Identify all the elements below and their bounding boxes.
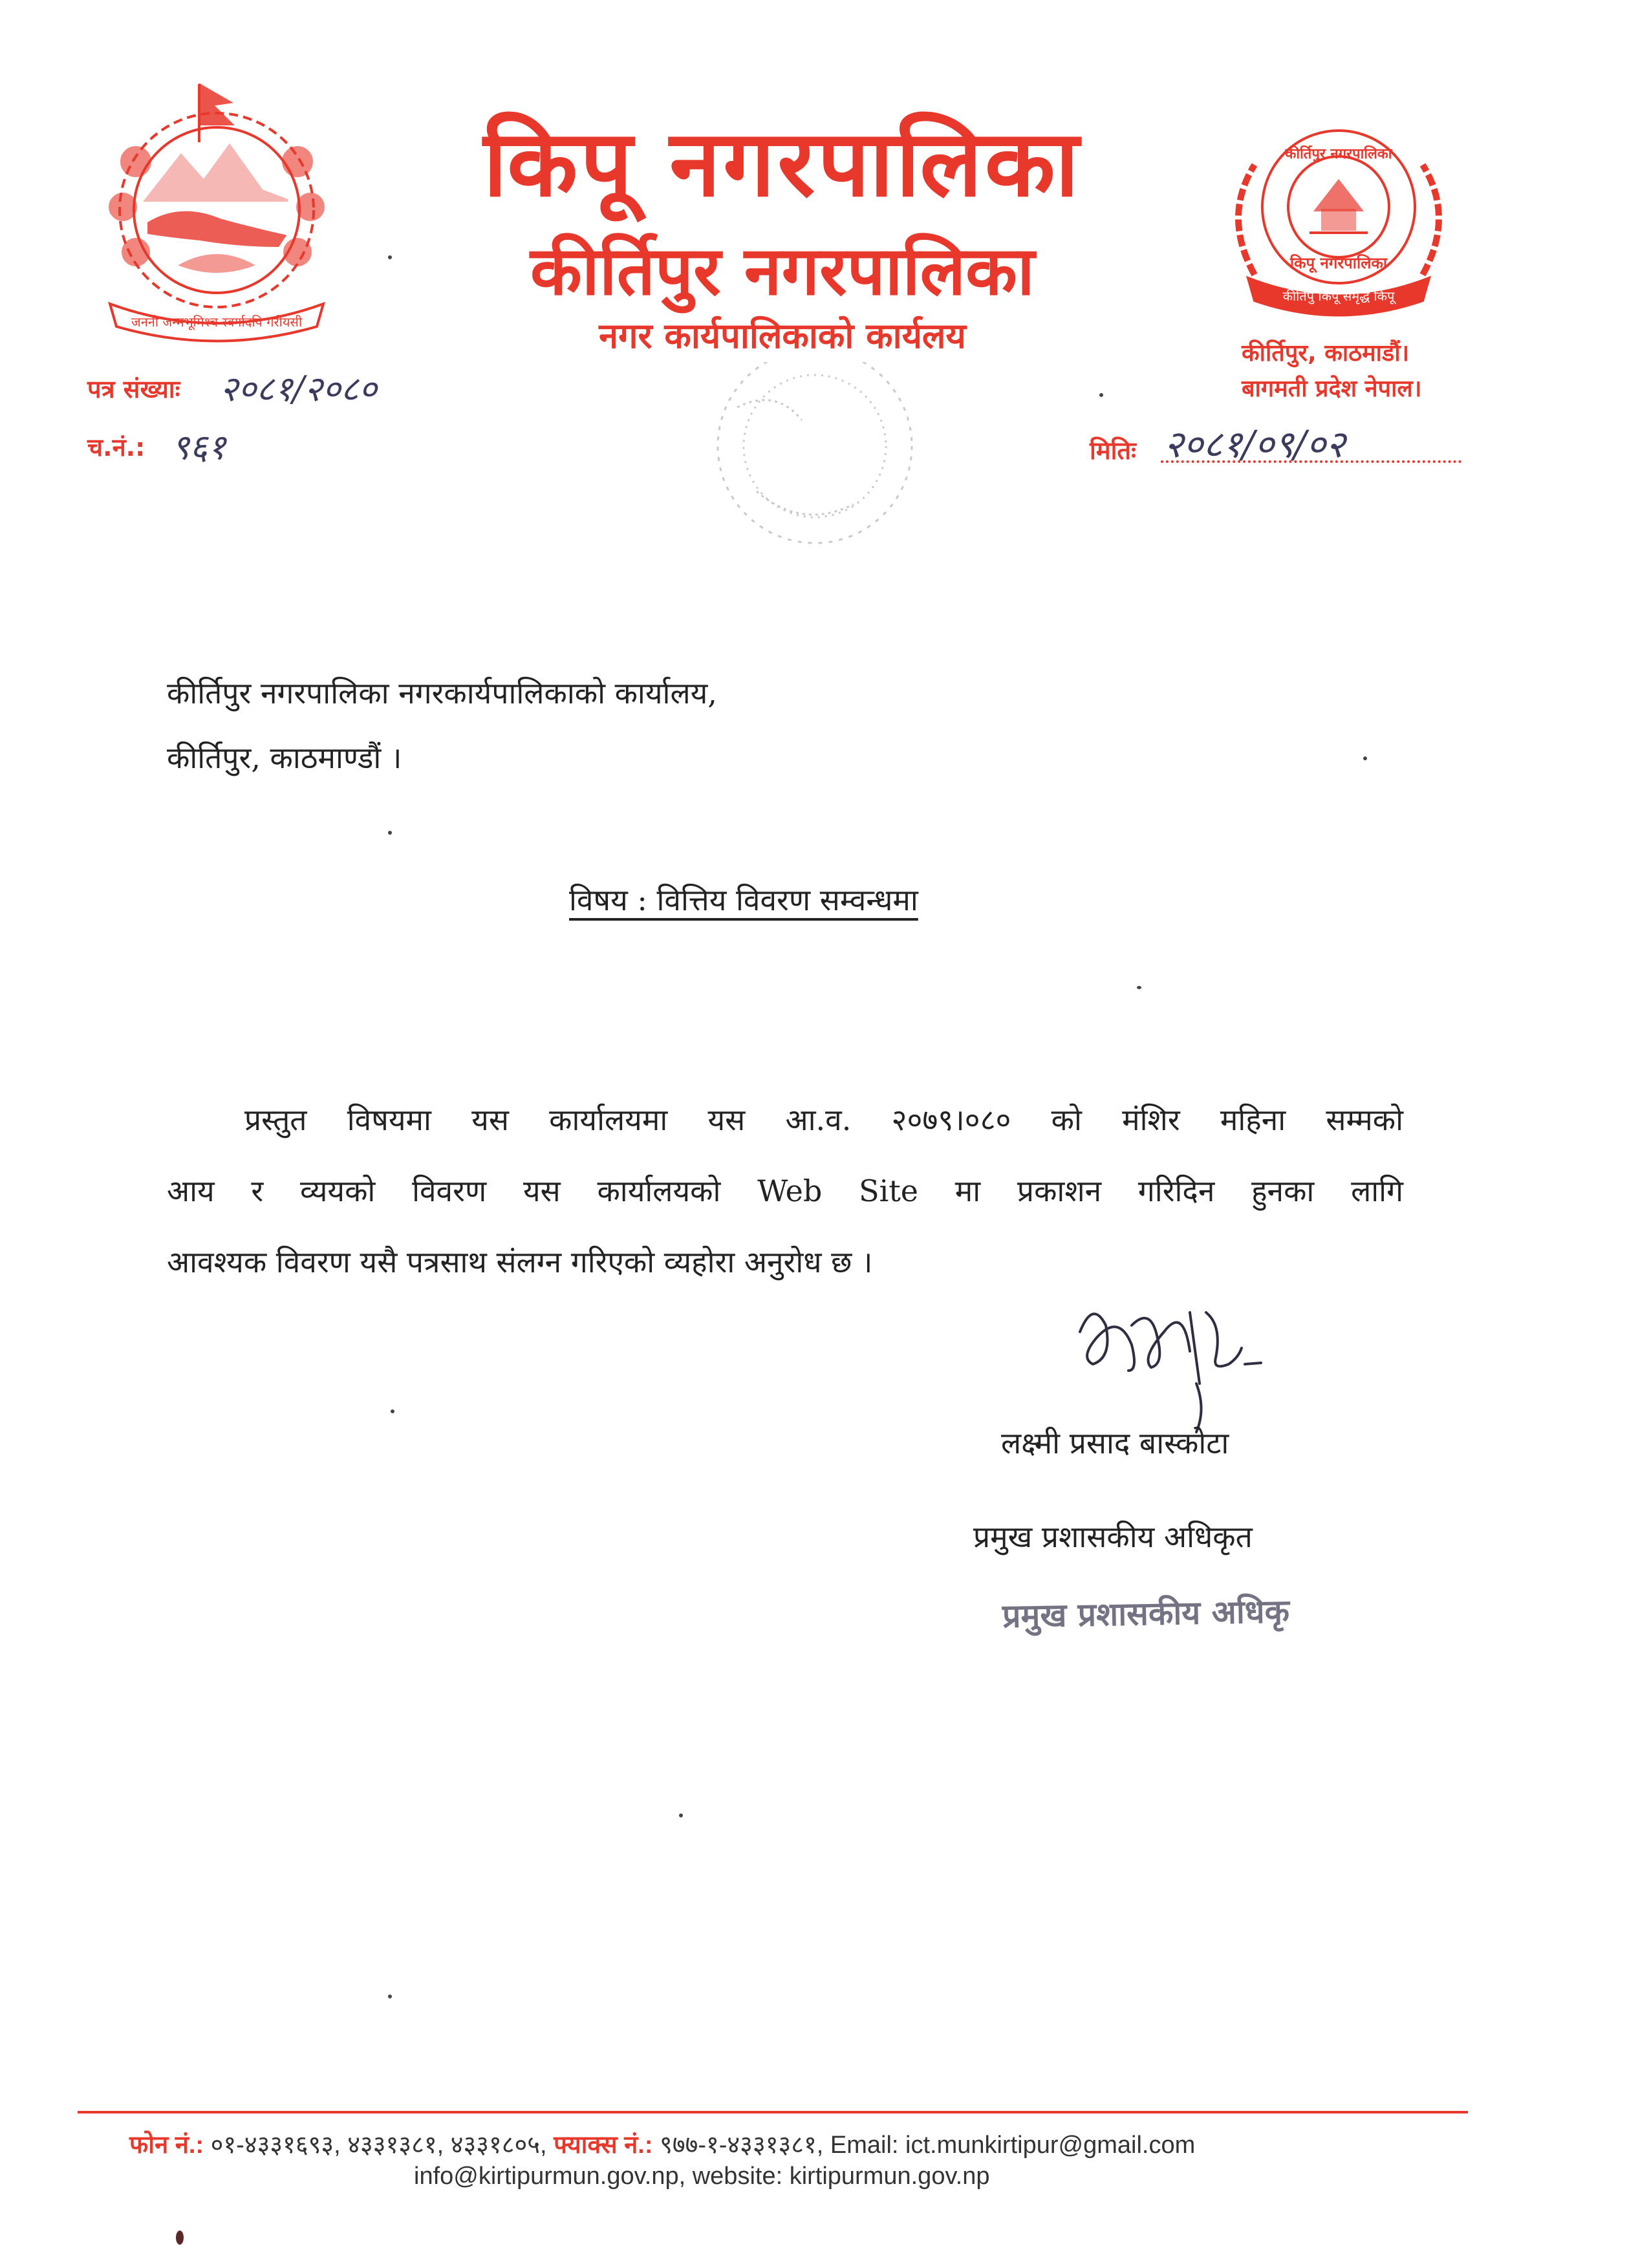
letterhead-title-main: कीर्तिपुर नगरपालिका xyxy=(530,231,1035,310)
scan-speck xyxy=(391,1409,394,1413)
emblem-right-subtitle: किपू नगरपालिका xyxy=(1289,254,1388,272)
emblem-right-title: कीर्तिपुर नगरपालिका xyxy=(1285,146,1392,162)
date-dotted-line xyxy=(1161,460,1461,463)
letterhead-office: नगर कार्यपालिकाको कार्यलय xyxy=(599,316,966,356)
letterhead-title-stylized: किपू नगरपालिका xyxy=(483,110,1082,217)
footer-contact-line2[interactable]: info@kirtipurmun.gov.np, website: kirtipurmun.gov.np xyxy=(414,2163,990,2190)
scan-speck xyxy=(388,831,392,835)
ref-number-label: पत्र संख्याः xyxy=(87,375,180,403)
scan-speck xyxy=(176,2231,184,2245)
date-label: मितिः xyxy=(1090,436,1136,465)
scan-speck xyxy=(1363,756,1367,760)
addressee-line1: कीर्तिपुर नगरपालिका नगरकार्यपालिकाको कार्यालय, xyxy=(167,676,717,711)
dispatch-number-label: च.नं.: xyxy=(87,433,146,462)
footer-contact-line1 xyxy=(129,2127,1195,2161)
scan-speck xyxy=(388,1995,392,1998)
date-value: २०८१/०९/०२ xyxy=(1164,422,1346,466)
signatory-name: लक्ष्मी प्रसाद बास्कोटा xyxy=(1001,1426,1229,1460)
scan-speck xyxy=(388,255,392,259)
municipality-logo-icon xyxy=(1209,113,1468,326)
footer-fax-label: फ्याक्स नं.: xyxy=(554,2132,653,2159)
footer-email[interactable]: Email: ict.munkirtipur@gmail.com xyxy=(830,2132,1196,2159)
nepal-emblem-icon xyxy=(84,71,349,343)
emblem-right-motto: कीर्तिपु किपू समृद्ध किपू xyxy=(1282,288,1395,304)
addressee-line2: कीर्तिपुर, काठमाण्डौं । xyxy=(167,740,402,775)
scan-speck xyxy=(679,1813,683,1817)
ref-number-value: २०८१/२०८० xyxy=(220,369,377,409)
footer-divider xyxy=(78,2111,1468,2113)
footer-phone-value: ०१-४३३१६९३, ४३३१३८१, ४३३१८०५, xyxy=(210,2132,547,2159)
footer-fax-value: ९७७-१-४३३१३८१, xyxy=(660,2132,824,2159)
scan-speck xyxy=(1137,986,1141,989)
letterhead-address-line1: कीर्तिपुर, काठमाडौं। xyxy=(1242,340,1410,367)
footer-phone-label: फोन नं.: xyxy=(129,2132,204,2159)
paragraph-line1: प्रस्तुत विषयमा यस कार्यालयमा यस आ.व. २०७९।०८० को मंशिर महिना सम्मको xyxy=(244,1102,1403,1137)
scan-speck xyxy=(1099,393,1103,397)
paragraph-line3: आवश्यक विवरण यसै पत्रसाथ संलग्न गरिएको व्यहोरा अनुरोध छ । xyxy=(167,1245,873,1279)
handwritten-signature-icon xyxy=(1067,1287,1274,1435)
designation-stamp: प्रमुख प्रशासकीय अधिकृ xyxy=(1002,1592,1290,1635)
emblem-left-motto: जननी जन्मभूमिश्च स्वर्गादपि गरीयसी xyxy=(131,314,303,330)
office-seal-stamp-icon xyxy=(647,362,944,569)
dispatch-number-value: ९६१ xyxy=(171,427,226,467)
signatory-title: प्रमुख प्रशासकीय अधिकृत xyxy=(973,1519,1253,1554)
letterhead-address-line2: बागमती प्रदेश नेपाल। xyxy=(1242,376,1422,402)
paragraph-line2: आय र व्ययको विवरण यस कार्यालयको Web Site मा प्रकाशन गरिदिन हुनका लागि xyxy=(167,1173,1403,1208)
subject-line: विषय : वित्तिय विवरण सम्वन्धमा xyxy=(569,883,918,917)
